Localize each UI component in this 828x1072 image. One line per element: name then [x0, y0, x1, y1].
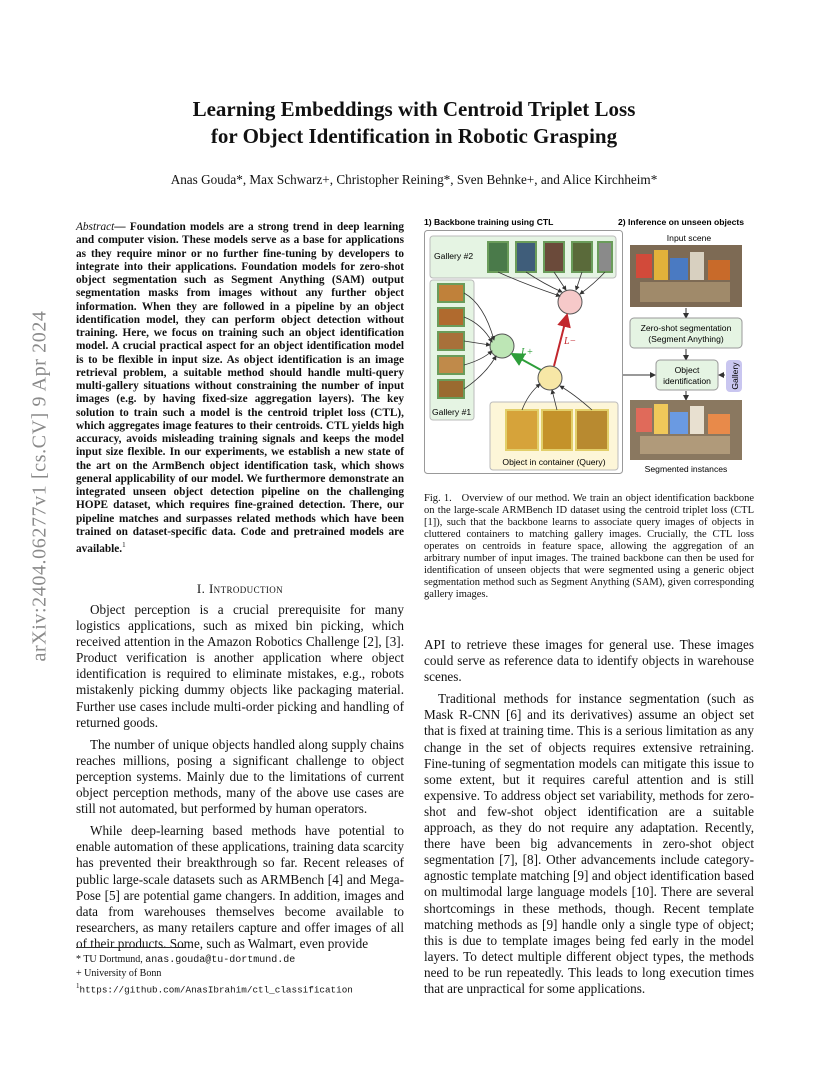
right-column-body: [424, 637, 754, 1003]
obj-id-label-2: identification: [663, 376, 711, 386]
query-centroid-node: [538, 366, 562, 390]
positive-loss-label: L+: [521, 347, 534, 358]
abstract-label: Abstract: [76, 221, 115, 233]
title-line-1: Learning Embeddings with Centroid Triplet Loss: [192, 97, 636, 121]
caption-text: Overview of our method. We train an object identification backbone on the large-scale ARMBench ID dataset using the centroid triplet loss (CTL [1]), such that the backbone learns to associate query images of objects in cluttered containers to matching gallery images. Crucially, the CTL loss operates on centroids in feature space, allowing the aggregation of an arbitrary number of input images. The trained backbone can then be used for identification of unseen objects that were segmented using a generic object segmentation method such as Segment Anything (SAM), given corresponding gallery images.: [424, 493, 754, 601]
query-images: [506, 410, 608, 450]
gallery-2-label: Gallery #2: [434, 251, 474, 261]
abstract-text: Foundation models are a strong trend in deep learning and computer vision. These models serve as a base for applications as they require minor or no further fine-tuning by developers to integrate into their applications. Foundation models for zero-shot object segmentation such as Segment Anything (SAM) output segmentation masks from images without any further object information. When they are followed in a pipeline by an object identification model, they can perform object detection without training. Here, we focus on training such an object identification model. A crucial practical aspect for an object identification model is to be flexible in input size. As object identification is an image retrieval problem, a suitable method should handle multi-query multi-gallery situations without constraining the number of input images (e.g. by having fixed-size aggregation layers). The key solution to train such a model is the centroid triplet loss (CTL), which aggregates image features to their centroids. CTL yields high accuracy, avoids misleading training signals and keeps the model input size flexible. In our experiments, we establish a new state of the art on the ArmBench object identification task, which shows general applicability of our model. We furthermore demonstrate an integrated unseen object detection pipeline on the challenging HOPE dataset, which requires fine-grained detection. There, our pipeline matches and surpasses related methods which have been trained on dataset-specific data. Code and pretrained models are available.: [76, 221, 404, 555]
method-overview-figure: [424, 214, 760, 476]
gallery-1-label: Gallery #1: [432, 407, 472, 417]
author-email[interactable]: anas.gouda@tu-dortmund.de: [145, 955, 296, 966]
paper-title: [0, 96, 828, 150]
intro-paragraph-5: Traditional methods for instance segmentation (such as Mask R-CNN [6] and its derivatives) assume an object set that is fixed at training time. This is a serious limitation as any change in the set of objects requires extensive retraining. Fine-tuning of segmentation models can mitigate this issue to some extent, but it requires careful attention and is still expensive. To address object set variability, methods for zero-shot and few-shot object identification are a suitable approach, as they do not require any adaptation. Recently, there have been big advancements in zero-shot object segmentation [7], [8]. Other advancements include category-agnostic template matching [9] and object identification based on multimodal large language models [10]. There are several shortcomings in these methods, though. Recent template matching methods as [9] handle only a single type of object; this is due to template images being fed early in the model layers. To detect multiple different object types, the methods need to be run repeatedly. This leads to long execution times that are unpractical for some applications.: [424, 691, 754, 996]
obj-id-label-1: Object: [674, 365, 700, 375]
figure-part2-title: 2) Inference on unseen objects: [618, 217, 745, 227]
author-list: Anas Gouda*, Max Schwarz+, Christopher Reining*, Sven Behnke+, and Alice Kirchheim*: [170, 172, 658, 187]
abstract-footnote-mark: 1: [122, 541, 126, 549]
section-heading: I. Introduction: [196, 581, 284, 596]
figure-part1-title: 1) Backbone training using CTL: [424, 217, 554, 227]
zero-shot-label-1: Zero-shot segmentation: [640, 323, 732, 333]
segmented-instances-label: Segmented instances: [644, 464, 728, 474]
title-line-2: for Object Identification in Robotic Grasping: [210, 124, 618, 148]
query-label: Object in container (Query): [502, 457, 606, 467]
negative-loss-label: L−: [564, 336, 577, 347]
intro-paragraph-4: API to retrieve these images for general use. These images could serve as reference data to identify objects in warehouse scenes.: [424, 637, 754, 685]
affiliation-2: + University of Bonn: [76, 968, 162, 979]
input-scene-label: Input scene: [666, 233, 712, 243]
arxiv-id: arXiv:2404.06277v1 [cs.CV] 9 Apr 2024: [28, 310, 51, 662]
caption-label: Fig. 1.: [424, 493, 452, 504]
intro-paragraph-3: While deep-learning based methods have potential to enable automation of these applications, training data scarcity has prevented their breakthrough so far. Recent releases of public large-scale datasets such as ARMBench [4] and Mega-Pose [5] are potential game changers. In addition, images and data from warehouses themselves become available to researchers, as many retailers capture and offer images of all of their products. Some, such as Walmart, even provide: [76, 823, 404, 951]
intro-paragraph-1: Object perception is a crucial prerequisite for many logistics applications, such as mixed bin picking, which received attention in the Amazon Robotics Challenge [2], [3]. Product verification is another application where object identification is required to eliminate mistakes, e.g., robots mistakenly picking dummy objects like packaging material. Further use cases include multi-order picking and handling of returned goods.: [76, 602, 404, 730]
footnotes: * TU Dortmund, anas.gouda@tu-dortmund.de + University of Bonn $^1$https://github.com/AnasIbrahim/ctl_classification: [76, 953, 404, 996]
input-scene-image: [630, 245, 742, 307]
figure-caption: [424, 493, 754, 601]
zero-shot-label-2: (Segment Anything): [648, 334, 724, 344]
gallery-tag-label: Gallery: [730, 362, 740, 390]
abstract: Abstract— Foundation models are a strong trend in deep learning and computer vision. These models serve as a base for applications as they require minor or no further fine-tuning by developers to integrate into their applications. Foundation models for zero-shot object segmentation such as Segment Anything (SAM) output segmentation masks from images without any further object information. When they are followed in a pipeline by an object identification model, they can perform object detection without training. Here, we focus on training such an object identification model. A crucial practical aspect for an object identification model is to be flexible in input size. As object identification is an image retrieval problem, a suitable method should handle multi-query multi-gallery situations without constraining the number of input images (e.g. by having fixed-size aggregation layers). The key solution to train such a model is the centroid triplet loss (CTL), which aggregates image features to their centroids. CTL yields high accuracy, avoids misleading training signals and keeps the model input size flexible. In our experiments, we establish a new state of the art on the ArmBench object identification task, which shows general applicability of our model. We furthermore demonstrate an integrated unseen object detection pipeline on the challenging HOPE dataset, which requires fine-grained detection. There, our pipeline matches and surpasses related methods which have been trained on dataset-specific data. Code and pretrained models are available.$^1$: [76, 221, 404, 555]
left-column-body: [76, 602, 404, 958]
code-url-link[interactable]: https://github.com/AnasIbrahim/ctl_classification: [79, 984, 353, 996]
intro-paragraph-2: The number of unique objects handled along supply chains reaches millions, posing a significant challenge to object perception systems. Mainly due to the limitations of current object perception methods, many of the above use cases are still not automated, but performed by human operators.: [76, 736, 404, 817]
gallery-1-images: [438, 284, 464, 398]
negative-centroid-node: [558, 290, 582, 314]
affiliation-1: * TU Dortmund,: [76, 954, 143, 965]
footnote-rule: [76, 947, 186, 948]
arxiv-stamp: [20, 296, 60, 676]
segmented-instances-image: [630, 400, 742, 460]
